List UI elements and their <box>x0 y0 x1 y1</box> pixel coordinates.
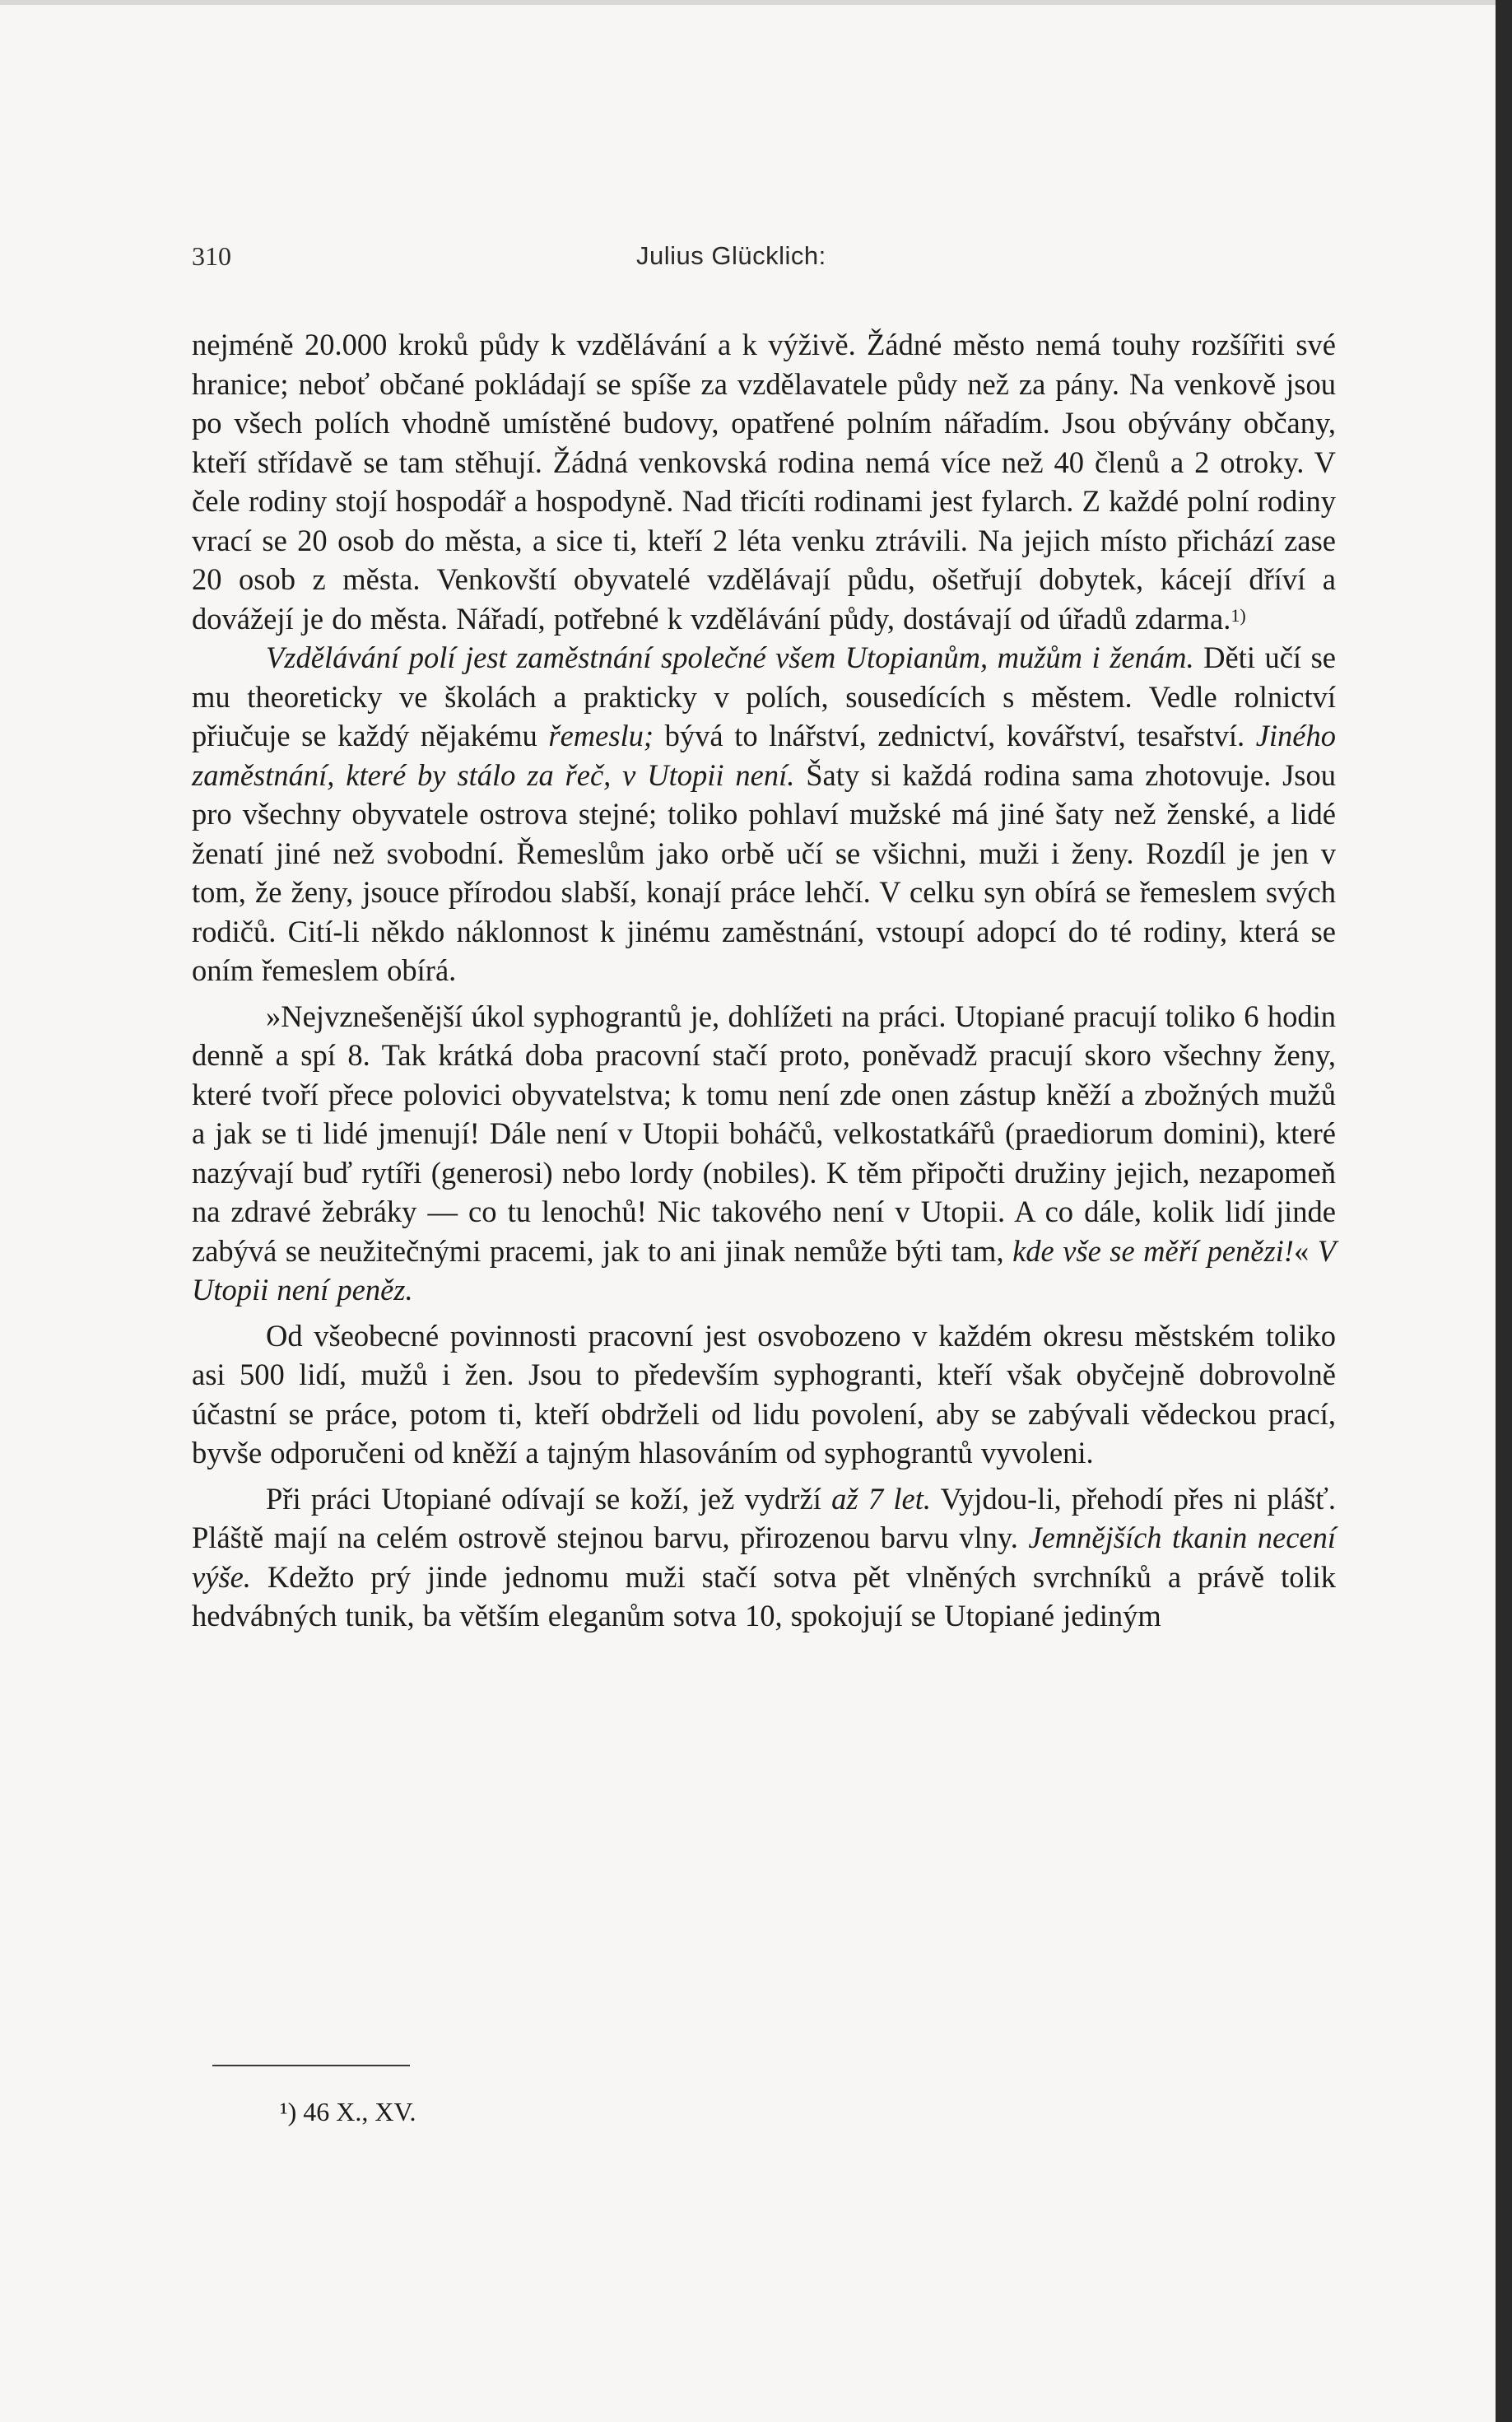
page-right-edge <box>1496 0 1512 2422</box>
italic-run: V Utopii není peněz. <box>192 1233 1336 1306</box>
paragraph <box>192 1316 1336 1473</box>
footnote-rule <box>212 2065 410 2066</box>
paragraph <box>192 325 1336 638</box>
text-run: Při práci Utopiané odívají se koží, jež vydrží <box>266 1481 832 1516</box>
italic-run: Vzdělávání polí jest zaměstnání společné všem Utopianům, mužům i ženám. <box>266 640 1194 674</box>
italic-run: kde vše se měří penězi! <box>1012 1233 1294 1268</box>
page-number: 310 <box>192 241 231 271</box>
italic-run: řemeslu; <box>548 719 654 752</box>
page-header <box>192 241 1336 282</box>
paragraph <box>192 1479 1336 1636</box>
body-text <box>192 325 1336 1636</box>
text-run: Děti učí se mu theoreticky ve školách a prakticky v polích, sousedících s městem. Vedle rolnictví přiučuje se každý nějakému <box>192 640 1336 752</box>
footnote: ¹) 46 X., XV. <box>280 2097 416 2126</box>
page-top-edge <box>0 0 1512 5</box>
running-head: Julius Glücklich: <box>636 241 826 270</box>
text-run: « <box>1293 1233 1318 1268</box>
paragraph <box>192 997 1336 1310</box>
footnote-marker: 1) <box>1231 604 1246 626</box>
text-run: Kdežto prý jinde jednomu muži stačí sotva pět vlněných svrchníků a právě tolik hedvábných tunik, ba větším eleganům sotva 10, spokojují se Utopiané jediným <box>192 1559 1336 1633</box>
italic-run: Jemnějších tkanin necení výše. <box>192 1521 1336 1594</box>
text-run: Šaty si každá rodina sama zhotovuje. Jsou pro všechny obyvatele ostrova stejné; toliko pohlaví mužské má jiné šaty než ženské, a lidé ženatí jiné než svobodní. Řemeslům jako orbě učí se všichni, muži i ženy. Rozdíl je jen v tom, že ženy, jsouce přírodou slabší, konají práce lehčí. V celku syn obírá se řemeslem svých rodičů. Cití-li někdo náklonnost k jinému zaměstnání, vstoupí adopcí do té rodiny, která se oním řemeslem obírá. <box>192 757 1336 987</box>
text-run: nejméně 20.000 kroků půdy k vzdělávání a k výživě. Žádné město nemá touhy rozšířiti své hranice; neboť občané pokládají se spíše za vzdělavatele půdy než za pány. Na venkově jsou po všech polích vhodně umístěné budovy, opatřené polním nářadím. Jsou obývány občany, kteří střídavě se tam stěhují. Žádná venkovská rodina nemá více než 40 členů a 2 otroky. V čele rodiny stojí hospodář a hospodyně. Nad třicíti rodinami jest fylarch. Z každé polní rodiny vrací se 20 osob do města, a sice ti, kteří 2 léta venku ztrávili. Na jejich místo přichází zase 20 osob z města. Venkovští obyvatelé vzdělávají půdu, ošetřují dobytek, kácejí dříví a dovážejí je do města. Nářadí, potřebné k vzdělávání půdy, dostávají od úřadů zdarma. <box>192 328 1336 636</box>
text-run: Vyjdou-li, přehodí přes ni plášť. Pláště mají na celém ostrově stejnou barvu, přirozenou barvu vlny. <box>192 1481 1336 1554</box>
italic-run: Jiného zaměstnání, které by stálo za řeč, v Utopii není. <box>192 719 1337 792</box>
text-run: bývá to lnářství, zednictví, kovářství, tesařství. <box>654 719 1256 752</box>
text-run: »Nejvznešenější úkol syphograntů je, dohlížeti na práci. Utopiané pracují toliko 6 hodin denně a spí 8. Tak krátká doba pracovní stačí proto, poněvadž pracují skoro všechny ženy, které tvoří přece polovici obyvatelstva; k tomu není zde onen zástup kněží a zbožných mužů a jak se ti lidé jmenují! Dále není v Utopii boháčů, velkostatkářů (praediorum domini), které nazývají buď rytíři (generosi) nebo lordy (nobiles). K těm připočti družiny jejich, nezapomeň na zdravé žebráky — co tu lenochů! Nic takového není v Utopii. A co dále, kolik lidí jinde zabývá se neužitečnými pracemi, jak to ani jinak nemůže býti tam, <box>192 999 1336 1268</box>
text-run: Od všeobecné povinnosti pracovní jest osvobozeno v každém okresu městském toliko asi 500 lidí, mužů i žen. Jsou to především syphogranti, kteří však obyčejně dobrovolně účastní se práce, potom ti, kteří obdrželi od lidu povolení, aby se zabývali vědeckou prací, byvše odporučeni od kněží a tajným hlasováním od syphograntů vyvoleni. <box>192 1318 1336 1470</box>
paragraph <box>192 638 1336 990</box>
italic-run: až 7 let. <box>831 1481 932 1516</box>
